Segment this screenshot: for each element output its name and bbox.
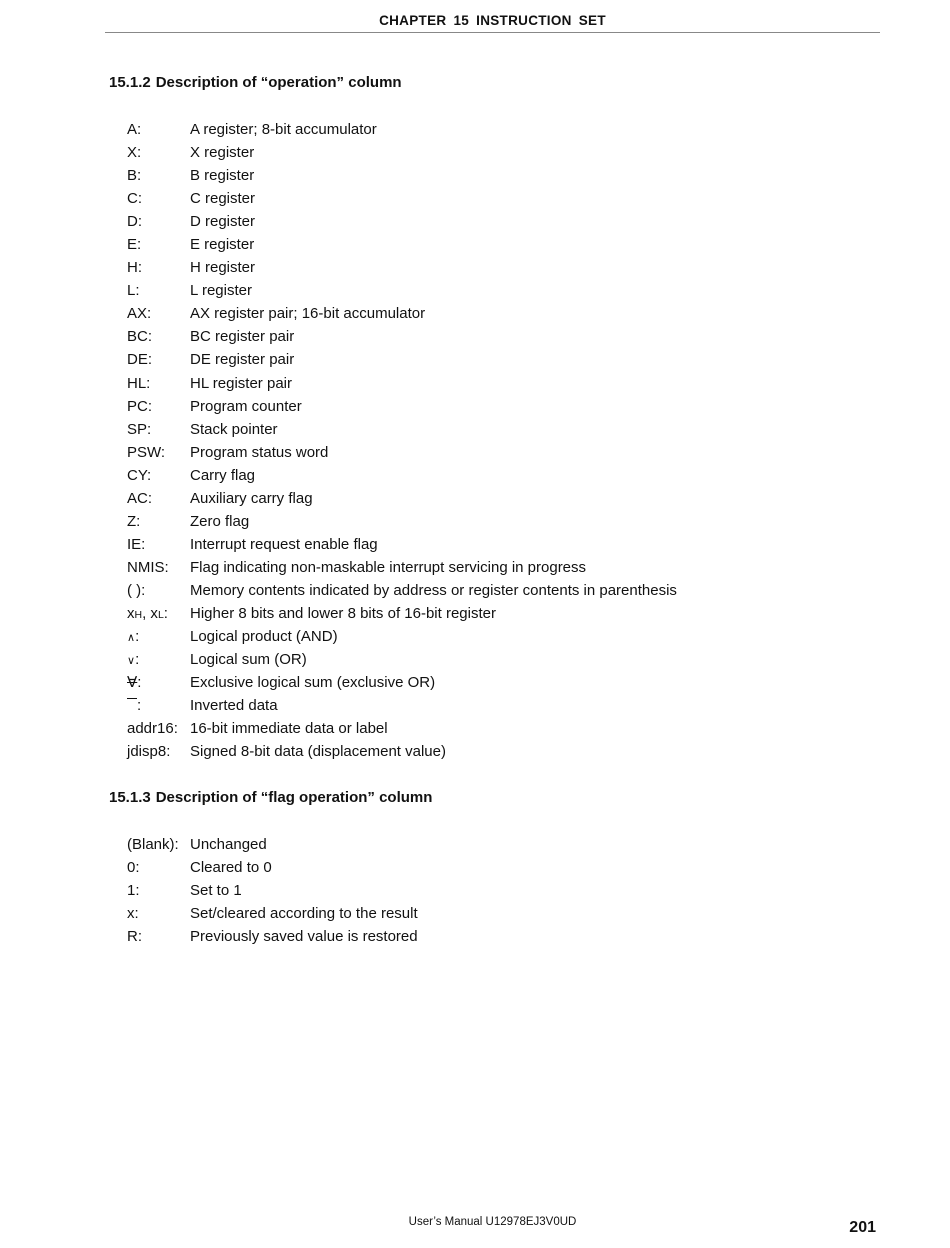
item-term: addr16: [127, 720, 178, 738]
term-colon: : [137, 674, 142, 692]
section-number: 15.1.3 [109, 789, 151, 806]
item-term: NMIS: [127, 558, 169, 576]
item-description: Unchanged [190, 836, 267, 853]
item-term: DE: [127, 351, 153, 369]
item-term: 1: [127, 882, 140, 900]
item-description: Zero flag [190, 512, 250, 530]
item-term [127, 694, 141, 717]
term-x-high: x [127, 604, 135, 622]
exclusive-or-symbol: ∀ [127, 674, 138, 692]
item-description: D register [190, 213, 256, 231]
item-description: Carry flag [190, 466, 256, 484]
item-term: HL: [127, 374, 151, 392]
item-term [127, 602, 168, 627]
item-description: Memory contents indicated by address or register contents in parenthesis [190, 581, 677, 599]
item-description: Stack pointer [190, 420, 278, 438]
term-subscript-h: H [134, 608, 143, 621]
item-term: CY: [127, 466, 152, 484]
footer-manual-id: User’s Manual U12978EJ3V0UD [408, 1216, 577, 1228]
item-term: AC: [127, 489, 153, 507]
item-term: SP: [127, 420, 152, 438]
item-description: L register [190, 282, 252, 300]
item-term: X: [127, 144, 142, 162]
term-colon: : [163, 604, 168, 622]
item-description: Program counter [190, 397, 302, 415]
item-description: Cleared to 0 [190, 859, 272, 877]
item-term: ( ): [127, 581, 146, 599]
item-description: Previously saved value is restored [190, 928, 418, 946]
item-description: Logical sum (OR) [190, 651, 307, 669]
item-description: Flag indicating non-maskable interrupt servicing in progress [190, 558, 587, 576]
item-description: H register [190, 259, 256, 277]
overline-symbol [127, 698, 137, 708]
item-term [127, 625, 139, 650]
item-term: A: [127, 121, 142, 138]
item-term: (Blank): [127, 836, 179, 853]
item-term: jdisp8: [127, 743, 171, 761]
item-description: E register [190, 236, 255, 254]
logical-and-symbol: ∧ [127, 632, 136, 645]
term-subscript-l: L [157, 608, 164, 621]
item-description: Set/cleared according to the result [190, 905, 418, 923]
item-description: Set to 1 [190, 882, 242, 900]
section-number: 15.1.2 [109, 74, 151, 91]
item-term: D: [127, 213, 142, 231]
item-description: Program status word [190, 443, 329, 461]
item-term: Z: [127, 512, 141, 530]
item-description: DE register pair [190, 351, 295, 369]
term-colon: : [135, 628, 140, 646]
item-description: X register [190, 144, 255, 162]
item-term: R: [127, 928, 142, 946]
item-description: Inverted data [190, 697, 278, 715]
term-colon: : [135, 651, 140, 669]
item-term: PSW: [127, 443, 166, 461]
item-term: L: [127, 282, 140, 300]
section-heading-operation [109, 74, 402, 91]
section-title: Description of “operation” column [155, 74, 402, 91]
item-term [127, 671, 141, 694]
item-term: B: [127, 167, 142, 185]
item-description: HL register pair [190, 374, 292, 392]
term-separator: , x [142, 604, 158, 622]
item-description: Exclusive logical sum (exclusive OR) [190, 674, 436, 692]
item-term: PC: [127, 397, 153, 415]
item-term: 0: [127, 859, 140, 877]
item-description: C register [190, 190, 256, 208]
item-description: Logical product (AND) [190, 628, 338, 646]
item-description: 16-bit immediate data or label [190, 720, 388, 738]
header-divider [105, 32, 880, 33]
item-term: AX: [127, 305, 152, 323]
page-number: 201 [849, 1219, 876, 1236]
item-description: AX register pair; 16-bit accumulator [190, 305, 426, 323]
item-description: Interrupt request enable flag [190, 535, 378, 553]
chapter-title: CHAPTER 15 INSTRUCTION SET [379, 13, 606, 28]
item-term: IE: [127, 535, 146, 553]
item-description: Higher 8 bits and lower 8 bits of 16-bit register [190, 604, 496, 622]
item-description: Auxiliary carry flag [190, 489, 313, 507]
item-term: E: [127, 236, 142, 254]
item-term: BC: [127, 328, 153, 346]
logical-or-symbol: ∨ [127, 655, 136, 668]
item-description: BC register pair [190, 328, 295, 346]
term-colon: : [137, 697, 142, 715]
item-description: B register [190, 167, 255, 185]
section-title: Description of “flag operation” column [155, 789, 433, 806]
item-term: H: [127, 259, 142, 277]
item-description: Signed 8-bit data (displacement value) [190, 743, 446, 761]
item-term [127, 648, 139, 673]
item-description: A register; 8-bit accumulator [190, 121, 377, 138]
section-heading-flag [109, 789, 432, 806]
item-term: C: [127, 190, 142, 208]
item-term: x: [127, 905, 139, 923]
